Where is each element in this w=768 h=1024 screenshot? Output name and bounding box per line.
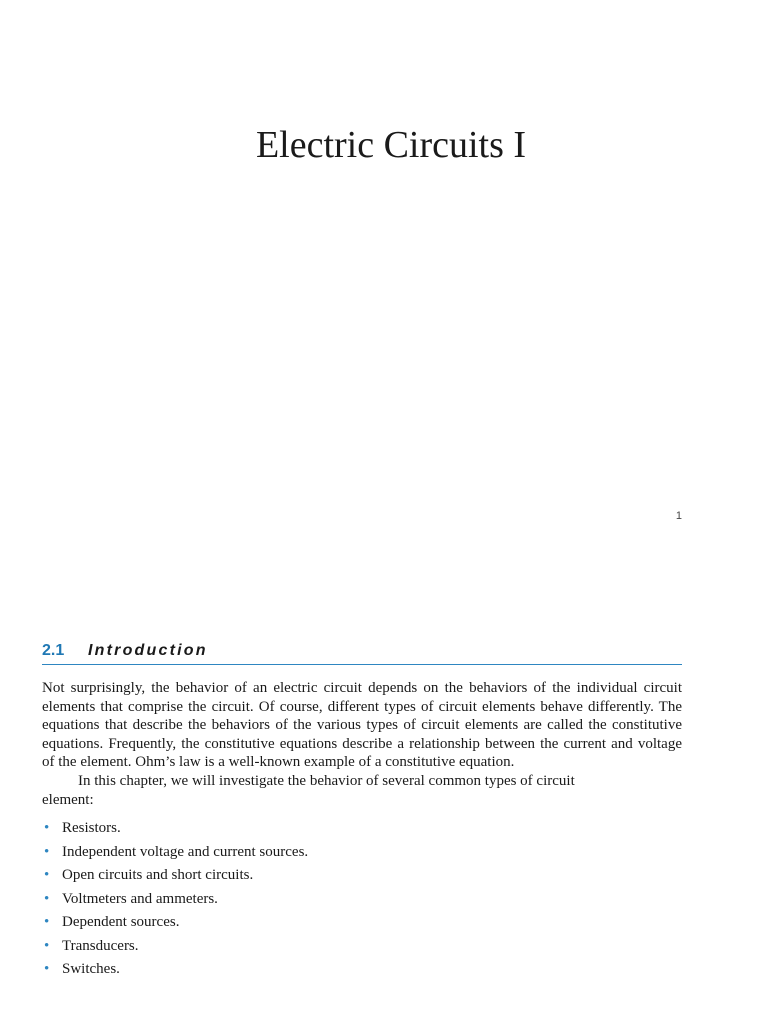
list-item-text: Switches.: [62, 961, 120, 978]
page-number: 1: [675, 510, 682, 522]
list-item-text: Voltmeters and ammeters.: [62, 890, 218, 907]
list-item-text: Open circuits and short circuits.: [62, 867, 254, 884]
chapter-paragraph: In this chapter, we will investigate the behavior of several common types of circuit element:: [42, 772, 575, 808]
list-item: [42, 937, 682, 961]
element-list: [42, 819, 682, 984]
list-item-text: Resistors.: [62, 820, 121, 837]
list-item-text: Transducers.: [62, 937, 139, 954]
list-item: [42, 843, 682, 867]
list-item-text: Dependent sources.: [62, 914, 180, 931]
bullet-icon: •: [44, 843, 50, 860]
list-item: [42, 866, 682, 890]
section-heading: [42, 642, 682, 665]
document-title: Electric Circuits I: [255, 124, 527, 166]
bullet-icon: •: [44, 890, 50, 907]
bullet-icon: •: [44, 820, 50, 837]
section-body: [42, 679, 682, 984]
bullet-icon: •: [44, 937, 50, 954]
section-title: Introduction: [88, 642, 208, 659]
list-item: [42, 890, 682, 914]
bullet-icon: •: [44, 867, 50, 884]
bullet-icon: •: [44, 914, 50, 931]
intro-paragraph: Not surprisingly, the behavior of an electric circuit depends on the behaviors of the individual circuit elements that comprise the circuit. Of course, different types of circuit elements behave differently. The equations that describe the behaviors of the various types of circuit elements are called the constitutive equations. Frequently, the constitutive equations describe a relationship between the current and voltage of the element. Ohm’s law is a well-known example of a constitutive equation.: [42, 680, 682, 771]
section-number: 2.1: [42, 642, 65, 659]
bullet-icon: •: [44, 961, 50, 978]
list-item-text: Independent voltage and current sources.: [62, 843, 309, 860]
list-item: [42, 819, 682, 843]
list-item: [42, 960, 682, 984]
list-item: [42, 913, 682, 937]
